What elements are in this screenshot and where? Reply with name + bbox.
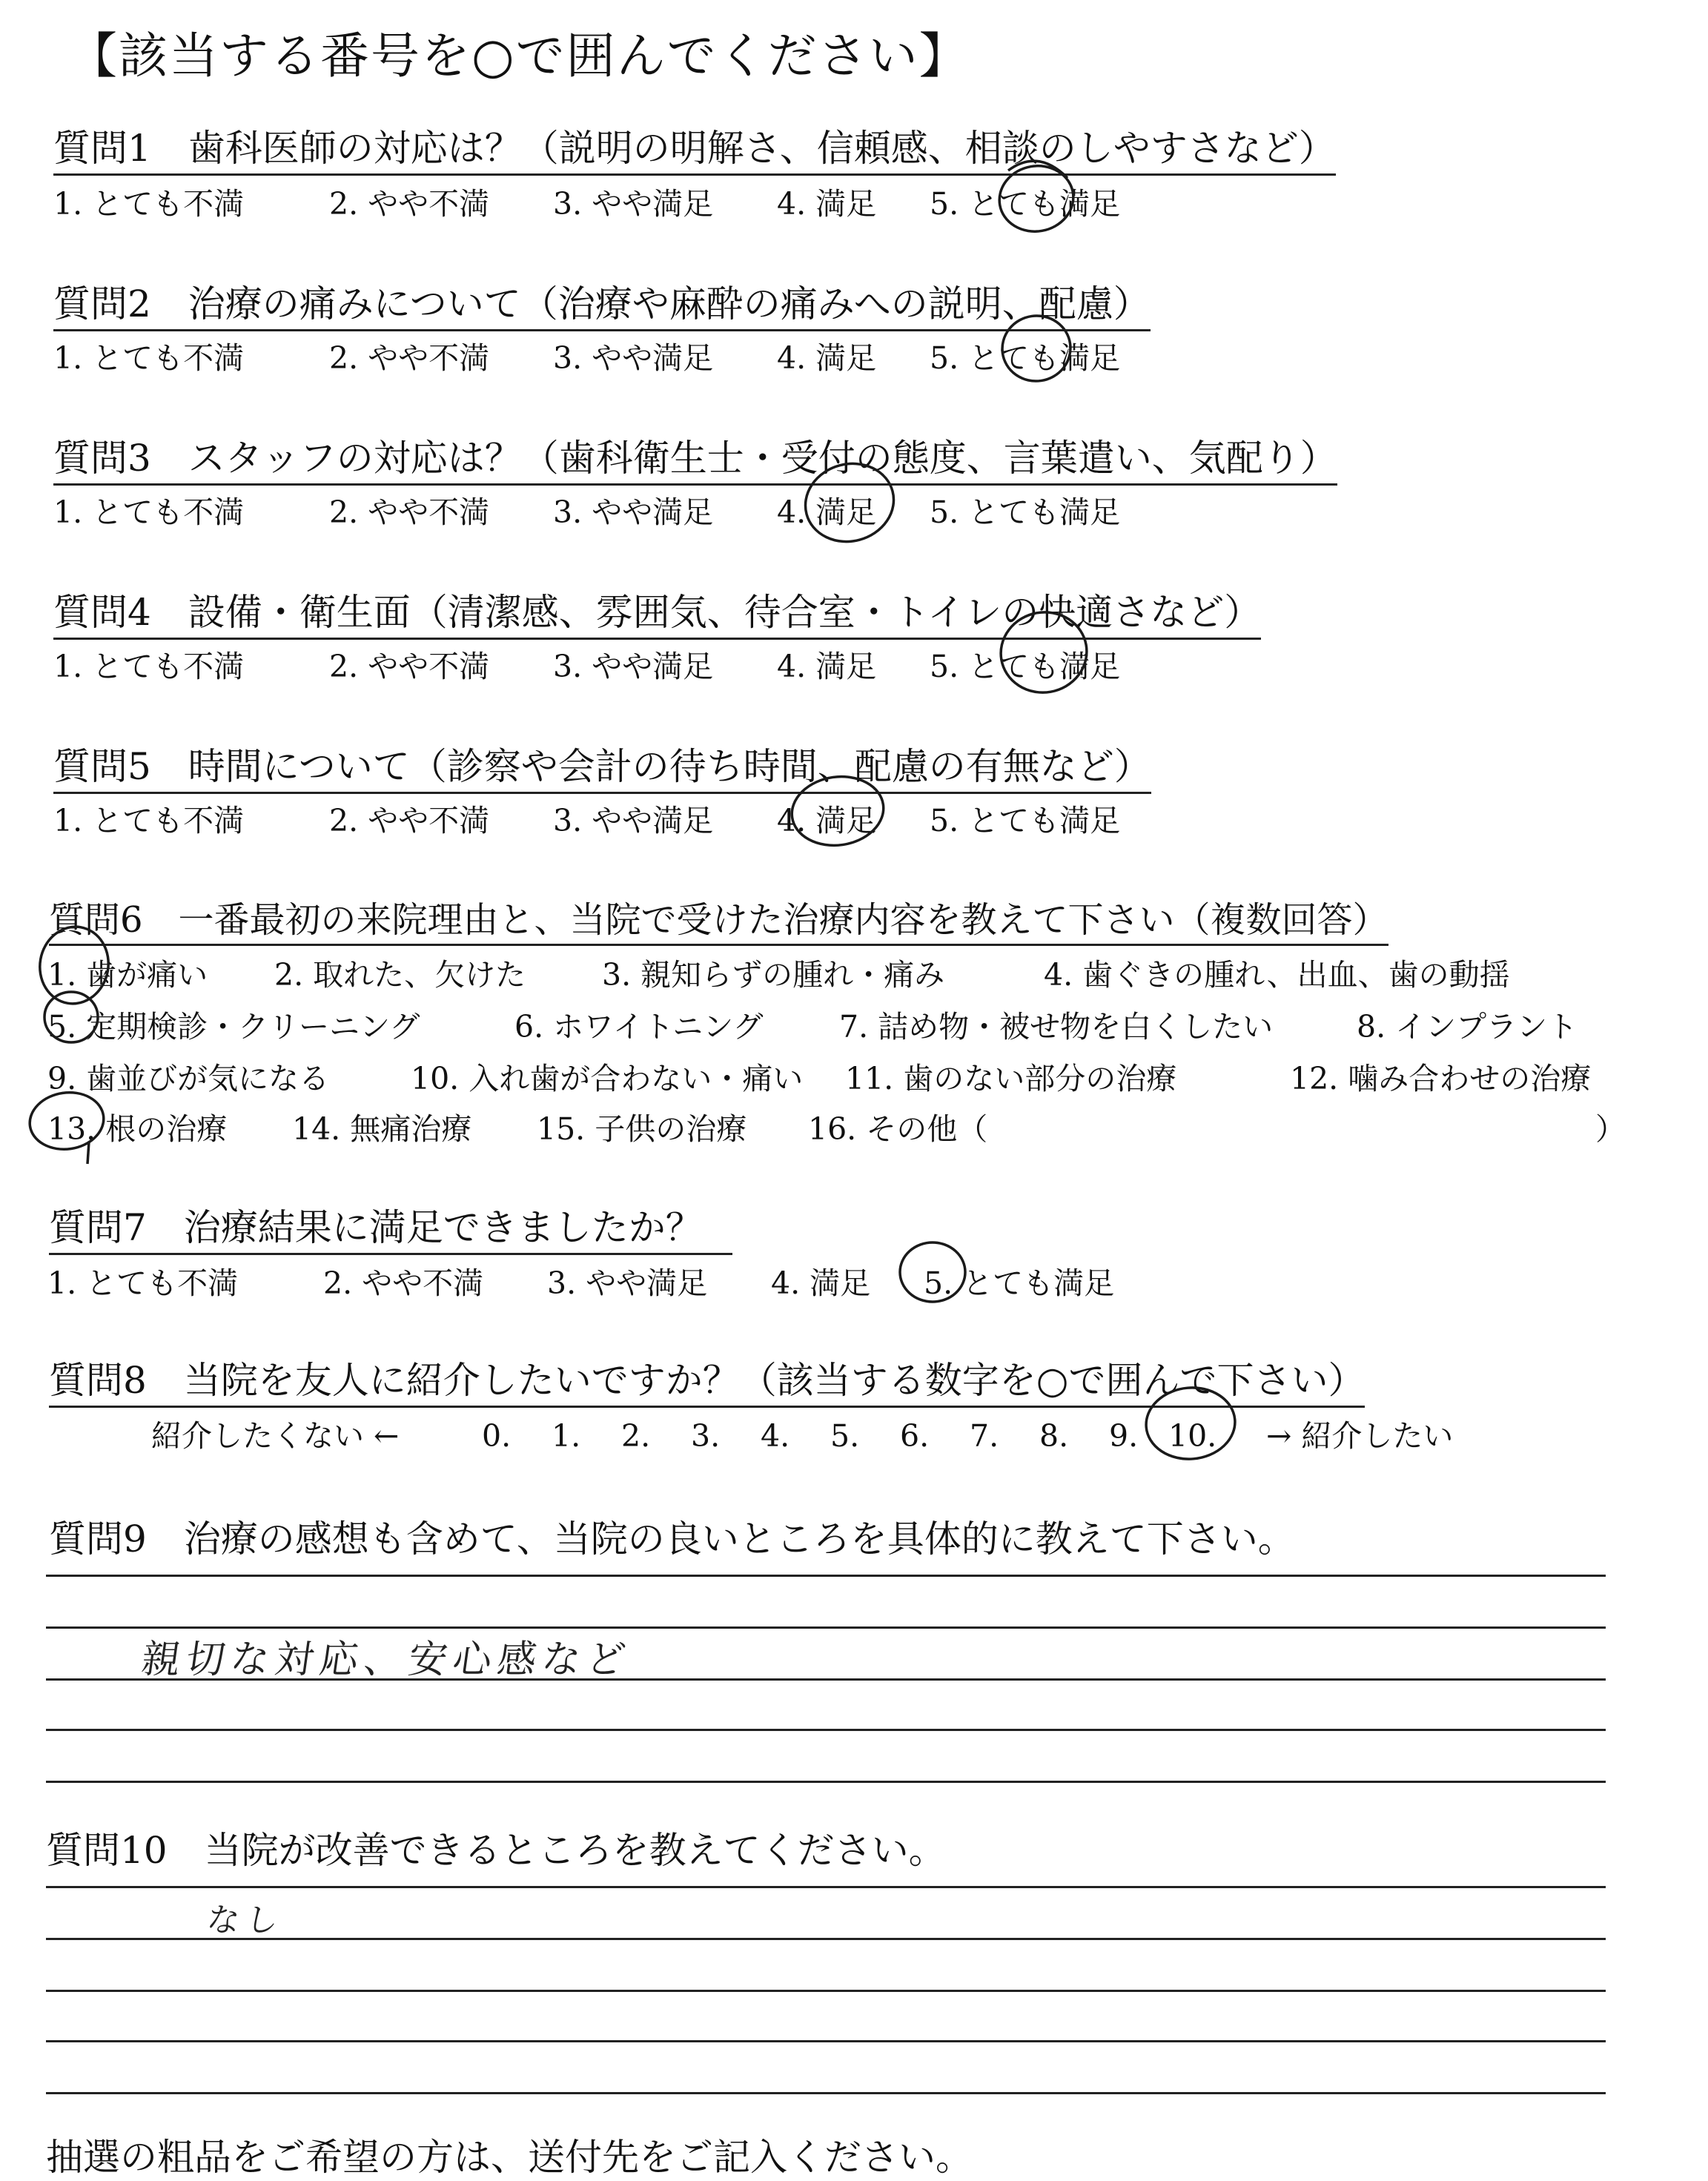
q2-title: 質問2 治療の痛みについて（治療や麻酔の痛みへの説明、配慮） — [53, 274, 1151, 331]
q1-option-1[interactable]: 1. とても不満 — [53, 186, 245, 222]
q6-row2 — [47, 1002, 1578, 1046]
q4-option-5[interactable]: 5. とても満足 — [930, 649, 1121, 684]
q10-answer[interactable]: なし — [204, 1902, 287, 1939]
q6-title-wrap — [49, 891, 1388, 946]
q4-option-3[interactable]: 3. やや満足 — [553, 649, 714, 684]
q6-title: 質問6 一番最初の来院理由と、当院で受けた治療内容を教えて下さい（複数回答） — [49, 891, 1388, 946]
q9-answer[interactable]: 親切な対応、安心感など — [139, 1638, 635, 1682]
q5-title: 質問5 時間について（診察や会計の待ち時間、配慮の有無など） — [53, 737, 1151, 794]
q3-option-4[interactable]: 4. 満足 — [777, 494, 877, 530]
q4-option-1[interactable]: 1. とても不満 — [53, 649, 245, 684]
q7-option-5[interactable]: 5. とても満足 — [924, 1265, 1115, 1301]
q6-option-4[interactable]: 4. 歯ぐきの腫れ、出血、歯の動揺 — [1044, 957, 1510, 993]
q8-option-7[interactable]: 7. — [970, 1418, 999, 1454]
q7-option-3[interactable]: 3. やや満足 — [547, 1265, 708, 1301]
q7-title-wrap — [49, 1198, 732, 1255]
q4-option-2[interactable]: 2. やや不満 — [329, 649, 490, 684]
q6-option-15[interactable]: 15. 子供の治療 — [537, 1111, 747, 1147]
q3-option-5[interactable]: 5. とても満足 — [930, 494, 1121, 530]
q9-title: 質問9 治療の感想も含めて、当院の良いところを具体的に教えて下さい。 — [49, 1518, 1295, 1561]
q5-options — [53, 796, 1120, 840]
q8-title: 質問8 当院を友人に紹介したいですか？（該当する数字を○で囲んで下さい） — [49, 1351, 1365, 1408]
q6-option-8[interactable]: 8. インプラント — [1357, 1009, 1578, 1045]
q6-option-13[interactable]: 13. 根の治療 — [47, 1111, 228, 1147]
q3-title-wrap — [53, 428, 1337, 486]
q8-option-9[interactable]: 9. — [1109, 1418, 1139, 1454]
q4-option-4[interactable]: 4. 満足 — [777, 649, 877, 684]
q6-option-9[interactable]: 9. 歯並びが気になる — [47, 1061, 330, 1096]
q9-line-5 — [46, 1781, 1606, 1783]
q9-line-4 — [46, 1729, 1606, 1731]
q6-option-1[interactable]: 1. 歯が痛い — [47, 957, 208, 993]
q6-row4 — [47, 1105, 987, 1148]
q8-scale — [151, 1411, 1453, 1455]
q8-option-1[interactable]: 1. — [552, 1418, 581, 1454]
q5-option-1[interactable]: 1. とても不満 — [53, 803, 245, 838]
q1-option-3[interactable]: 3. やや満足 — [553, 186, 714, 222]
q2-option-4[interactable]: 4. 満足 — [777, 340, 877, 376]
footer-note: 抽選の粗品をご希望の方は、送付先をご記入ください。 — [46, 2136, 973, 2179]
q7-options — [47, 1259, 1114, 1303]
q6-option-10[interactable]: 10. 入れ歯が合わない・痛い — [411, 1061, 804, 1096]
q8-right-label: → 紹介したい — [1266, 1418, 1454, 1454]
q3-option-1[interactable]: 1. とても不満 — [53, 494, 245, 530]
q2-title-wrap — [53, 274, 1151, 331]
q8-option-4[interactable]: 4. — [761, 1418, 790, 1454]
form-header: 【該当する番号を○で囲んでください】 — [68, 27, 970, 85]
q5-option-5[interactable]: 5. とても満足 — [930, 803, 1121, 838]
q7-option-1[interactable]: 1. とても不満 — [47, 1265, 239, 1301]
q2-option-3[interactable]: 3. やや満足 — [553, 340, 714, 376]
q8-option-3[interactable]: 3. — [691, 1418, 721, 1454]
q5-title-wrap — [53, 737, 1151, 794]
q8-option-0[interactable]: 0. — [482, 1418, 512, 1454]
q4-title-wrap — [53, 583, 1261, 640]
q6-option-11[interactable]: 11. 歯のない部分の治療 — [845, 1061, 1177, 1096]
q6-option-3[interactable]: 3. 親知らずの腫れ・痛み — [602, 957, 945, 993]
q8-option-5[interactable]: 5. — [830, 1418, 860, 1454]
q2-option-5[interactable]: 5. とても満足 — [930, 340, 1121, 376]
q3-option-2[interactable]: 2. やや不満 — [329, 494, 490, 530]
q8-title-wrap — [49, 1351, 1365, 1408]
q4-title: 質問4 設備・衛生面（清潔感、雰囲気、待合室・トイレの快適さなど） — [53, 583, 1261, 640]
q10-line-4 — [46, 2040, 1606, 2042]
q5-option-3[interactable]: 3. やや満足 — [553, 803, 714, 838]
q1-title: 質問1 歯科医師の対応は？（説明の明解さ、信頼感、相談のしやすさなど） — [53, 119, 1336, 176]
q6-option-2[interactable]: 2. 取れた、欠けた — [274, 957, 526, 993]
q10-title: 質問10 当院が改善できるところを教えてください。 — [46, 1829, 946, 1872]
q5-option-2[interactable]: 2. やや不満 — [329, 803, 490, 838]
q4-options — [53, 642, 1120, 686]
q6-option-5[interactable]: 5. 定期検診・クリーニング — [47, 1009, 420, 1045]
q8-option-6[interactable]: 6. — [900, 1418, 930, 1454]
q1-options — [53, 179, 1120, 223]
q6-option-16[interactable]: 16. その他（ — [808, 1111, 988, 1147]
q3-options — [53, 488, 1120, 532]
q6-option-12[interactable]: 12. 噛み合わせの治療 — [1290, 1061, 1592, 1096]
q1-option-4[interactable]: 4. 満足 — [777, 186, 877, 222]
q6-option-14[interactable]: 14. 無痛治療 — [292, 1111, 472, 1147]
q8-option-8[interactable]: 8. — [1039, 1418, 1069, 1454]
q7-option-4[interactable]: 4. 満足 — [771, 1265, 871, 1301]
q2-option-2[interactable]: 2. やや不満 — [329, 340, 490, 376]
q1-option-2[interactable]: 2. やや不満 — [329, 186, 490, 222]
q5-option-4[interactable]: 4. 満足 — [777, 803, 877, 838]
q2-option-1[interactable]: 1. とても不満 — [53, 340, 245, 376]
q9-line-1 — [46, 1575, 1606, 1577]
q8-option-10[interactable]: 10. — [1168, 1418, 1217, 1454]
q8-option-2[interactable]: 2. — [621, 1418, 651, 1454]
q3-option-3[interactable]: 3. やや満足 — [553, 494, 714, 530]
q6-row1 — [47, 950, 1510, 994]
q8-left-label: 紹介したくない ← — [151, 1418, 400, 1454]
q1-title-wrap — [53, 119, 1336, 176]
q10-line-3 — [46, 1990, 1606, 1992]
q10-line-5 — [46, 2092, 1606, 2094]
q7-option-2[interactable]: 2. やや不満 — [323, 1265, 484, 1301]
q6-option-7[interactable]: 7. 詰め物・被せ物を白くしたい — [839, 1009, 1274, 1045]
q2-options — [53, 334, 1120, 377]
q1-option-5[interactable]: 5. とても満足 — [930, 186, 1121, 222]
q3-title: 質問3 スタッフの対応は？（歯科衛生士・受付の態度、言葉遣い、気配り） — [53, 428, 1337, 486]
q6-option-6[interactable]: 6. ホワイトニング — [514, 1009, 764, 1045]
q6-row3 — [47, 1054, 1591, 1098]
q7-title: 質問7 治療結果に満足できましたか？ — [49, 1198, 732, 1255]
q10-line-1 — [46, 1886, 1606, 1888]
q6-other-close: ） — [1595, 1111, 1626, 1147]
